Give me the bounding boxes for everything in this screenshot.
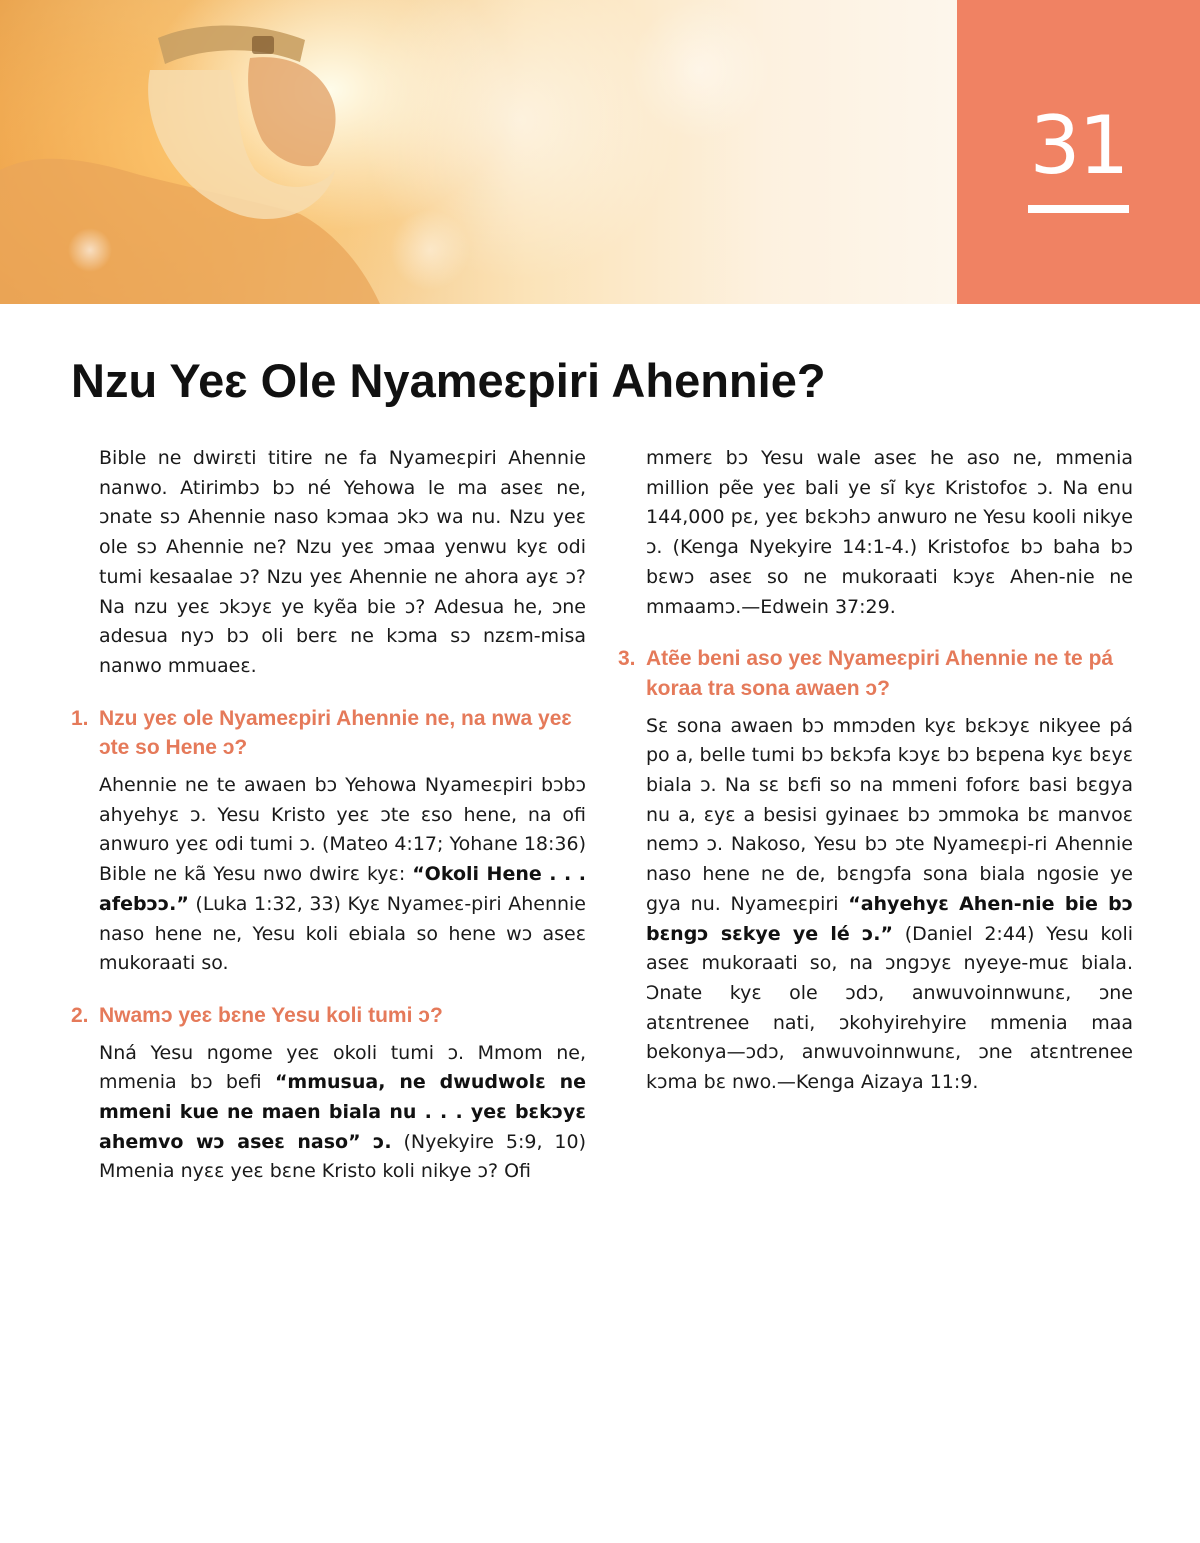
section-1-number: 1.: [71, 706, 89, 730]
section-3-answer: [646, 712, 1133, 1098]
section-2-question-text: Nwamɔ yeɛ bɛne Yesu koli tumi ɔ?: [99, 1003, 443, 1027]
section-2-text-before-quote: Nná Yesu ngome yeɛ okoli tumi ɔ. Mmom ne, mmenia bɔ befi: [99, 1041, 586, 1094]
section-1-text-before-quote: Ahennie ne te awaen bɔ Yehowa Nyameɛpiri bɔbɔ ahyehyɛ ɔ. Yesu Kristo yeɛ ɔte ɛso hene, na ofi anwuro yeɛ odi tumi ɔ. (Mateo 4:17; Yohane 18:36) Bible ne kã Yesu nwo dwirɛ kyɛ:: [99, 774, 586, 886]
king-figure-illustration: [0, 0, 957, 304]
section-1-question: [71, 704, 586, 763]
section-3-text-before-quote: Sɛ sona awaen bɔ mmɔden kyɛ bɛkɔyɛ nikyee pá po a, belle tumi bɔ bɛkɔfa kɔyɛ bɔ bɛpena kyɛ bɛyɛ biala ɔ. Na sɛ bɛfi so na mmeni foforɛ basi bɛgya nu a, ɛyɛ a besisi gyinaeɛ bɔ ɔmmoka bɛ manvoɛ nemɔ ɔ. Nakoso, Yesu bɔ ɔte Nyameɛpi-ri Ahennie naso hene ne de, bɛngɔfa sona biala ngosie ye gya nu. Nyameɛpiri: [646, 714, 1133, 915]
lesson-number: 31: [1029, 99, 1128, 192]
section-2-answer: [99, 1039, 586, 1188]
section-3-number: 3.: [618, 647, 636, 671]
section-3-quote: “ahyehyɛ Ahen-nie bie bɔ bɛngɔ sɛkye ye lé ɔ.”: [646, 892, 1133, 945]
page-title: Nzu Yeɛ Ole Nyameɛpiri Ahennie?: [71, 354, 826, 407]
column-right: [618, 444, 1133, 1098]
section-3-question: [618, 644, 1133, 703]
header-illustration: [0, 0, 957, 304]
section-3-question-text: Atẽe beni aso yeɛ Nyameɛpiri Ahennie ne te pá koraa tra sona awaen ɔ?: [646, 647, 1114, 700]
intro-paragraph: Bible ne dwirɛti titire ne fa Nyameɛpiri Ahennie nanwo. Atirimbɔ bɔ né Yehowa le ma aseɛ ne, ɔnate sɔ Ahennie naso kɔmaa ɔkɔ wa nu. Nzu yeɛ ole sɔ Ahennie ne? Nzu yeɛ ɔmaa yenwu kyɛ odi tumi kesaalae ɔ? Nzu yeɛ Ahennie ne ahora ayɛ ɔ? Na nzu yeɛ ɔkɔyɛ ye kyẽa bie ɔ? Adesua he, ɔne adesua nyɔ bɔ oli berɛ ne kɔma sɔ nzɛm-misa nanwo mmuaeɛ.: [99, 447, 586, 677]
section-2-number: 2.: [71, 1003, 89, 1027]
section-2-answer-continued: mmerɛ bɔ Yesu wale aseɛ he aso ne, mmenia million pẽe yeɛ bali ye sĩ kyɛ Kristofoɛ ɔ. Na enu 144,000 pɛ, yeɛ bɛkɔhɔ anwuro ne Yesu kooli nikye ɔ. (Kenga Nyekyire 14:1-4.) Kristofoɛ bɔ baha bɔ bɛwɔ aseɛ so ne mukoraati kɔyɛ Ahen-nie ne mmaamɔ.—Edwein 37:29.: [646, 447, 1133, 618]
section-2-text-after-quote: (Nyekyire 5:9, 10) Mmenia nyɛɛ yeɛ bɛne Kristo koli nikye ɔ? Ofi: [99, 1130, 587, 1183]
lesson-number-badge: [957, 0, 1200, 304]
section-1-quote: “Okoli Hene . . . afebɔɔ.”: [99, 863, 586, 915]
section-3-text-after-quote: (Daniel 2:44) Yesu koli aseɛ mukoraati so, na ɔngɔyɛ nyeye-muɛ biala. Ɔnate kyɛ ole ɔdɔ, anwuvoinnwunɛ, ɔne atɛntrenee nati, ɔkohyirehyire mmenia maa bekonya—ɔdɔ, anwuvoinnwunɛ, ɔne atɛntrenee kɔma bɛ nwo.—Kenga Aizaya 11:9.: [646, 922, 1133, 1094]
section-2-question: [71, 1001, 586, 1031]
section-1-answer: [99, 771, 586, 979]
lesson-number-underline: [1028, 205, 1129, 213]
section-2-quote: “mmusua, ne dwudwolɛ ne mmeni kue ne maen biala nu . . . yeɛ bɛkɔyɛ ahemvo wɔ aseɛ naso” ɔ.: [99, 1071, 586, 1153]
column-left: [71, 444, 586, 1187]
section-1-question-text: Nzu yeɛ ole Nyameɛpiri Ahennie ne, na nwa yeɛ ɔte so Hene ɔ?: [99, 706, 572, 760]
section-1-text-after-quote: (Luka 1:32, 33) Kyɛ Nyameɛ-piri Ahennie naso hene ne, Yesu koli ebiala so hene wɔ aseɛ mukoraati so.: [99, 892, 586, 975]
